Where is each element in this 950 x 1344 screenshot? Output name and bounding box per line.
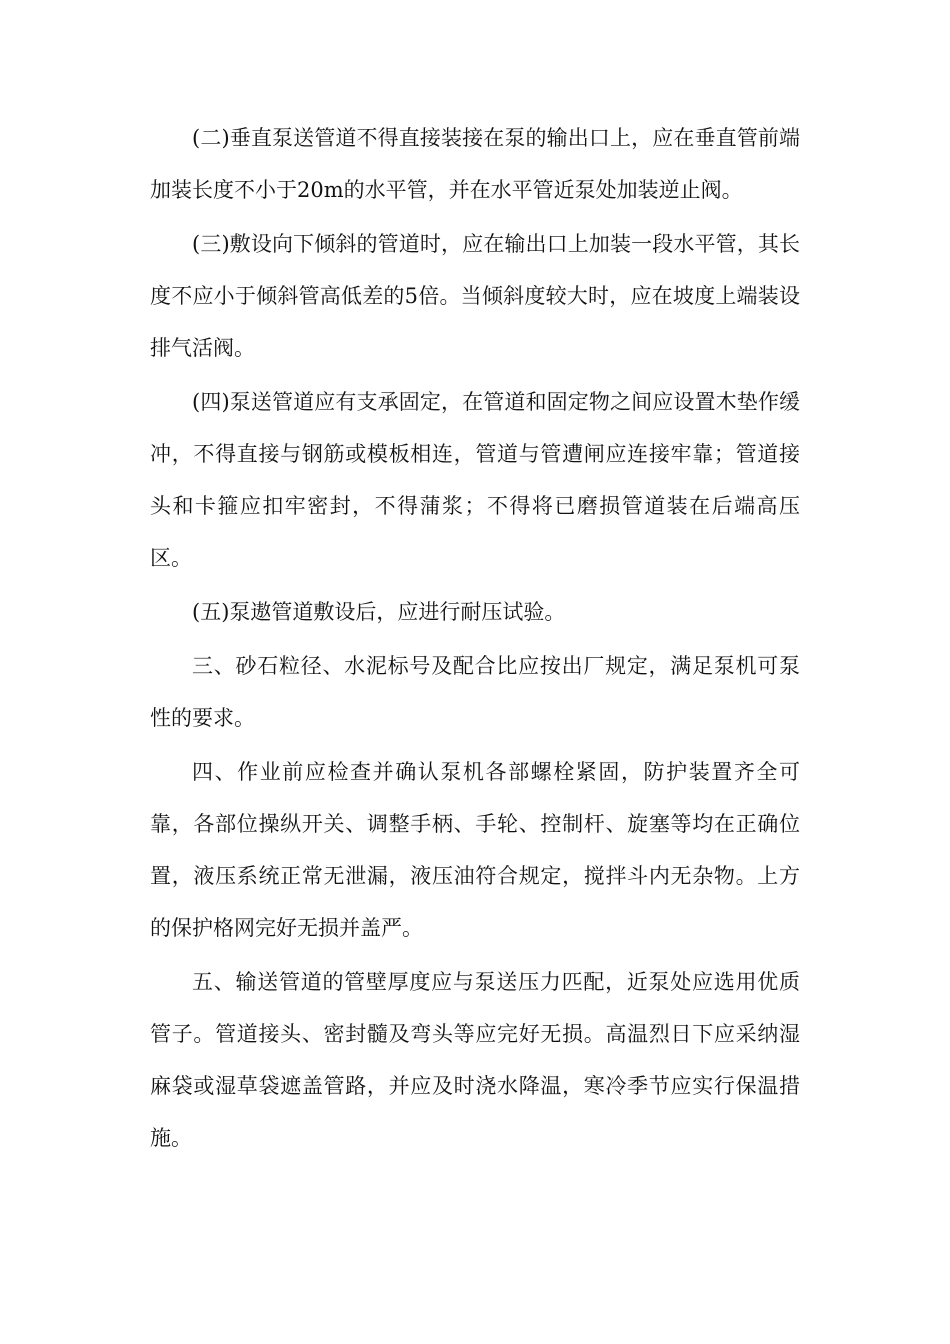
paragraph-pressure-test: (五)泵遨管道敷设后，应进行耐压试验。 (192, 600, 566, 624)
paragraph-pipe-support: (四)泵送管道应有支承固定，在管道和固定物之间应设置木垫作缓冲，不得直接与钢筋或模板相连，管道与管遭闸应连接牢靠；管道接头和卡箍应扣牢密封，不得蒲浆；不得将已磨损管道装在后端高压区。 (150, 390, 800, 570)
paragraph-aggregate-mix: 三、砂石粒径、水泥标号及配合比应按出厂规定，满足泵机可泵性的要求。 (150, 654, 800, 730)
paragraph-inclined-pipe: (三)敷设向下倾斜的管道时，应在输出口上加装一段水平管，其长度不应小于倾斜管高低差的5倍。当倾斜度较大时，应在坡度上端装设排气活阀。 (150, 232, 800, 360)
paragraph-vertical-pipe: (二)垂直泵送管道不得直接装接在泵的输出口上，应在垂直管前端加装长度不小于20m的水平管，并在水平管近泵处加装逆止阀。 (150, 126, 800, 202)
document-body (150, 112, 800, 1166)
paragraph-pre-operation-check: 四、作业前应检查并确认泵机各部螺栓紧固，防护装置齐全可靠，各部位操纵开关、调整手柄、手轮、控制杆、旋塞等均在正确位置，液压系统正常无泄漏，液压油符合规定，搅拌斗内无杂物。上方的保护格网完好无损并盖严。 (150, 760, 800, 940)
paragraph-pipe-wall-thickness: 五、输送管道的管壁厚度应与泵送压力匹配，近泵处应选用优质管子。管道接头、密封髓及弯头等应完好无损。高温烈日下应采纳湿麻袋或湿草袋遮盖管路，并应及时浇水降温，寒冷季节应实行保温措施。 (150, 970, 800, 1150)
